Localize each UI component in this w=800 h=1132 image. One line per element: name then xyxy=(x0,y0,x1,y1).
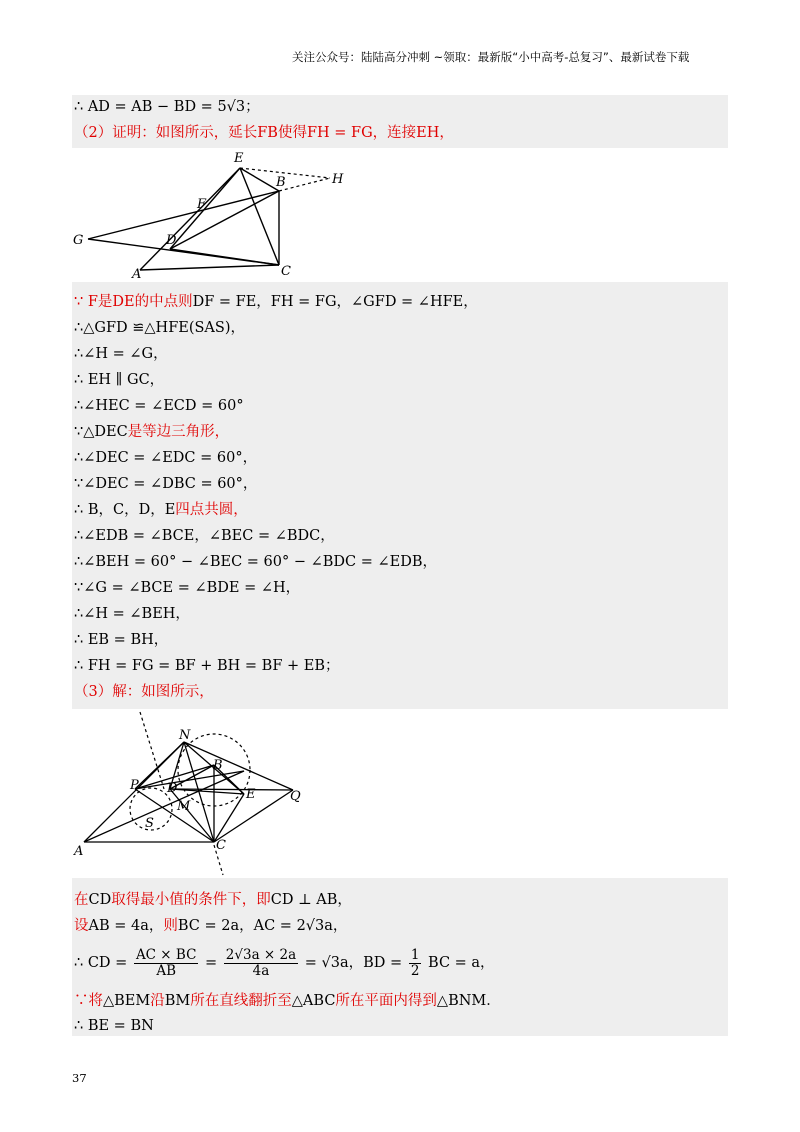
point-label-c: C xyxy=(281,264,291,279)
solution-line: 设AB = 4a，则BC = 2a，AC = 2√3a， xyxy=(74,918,348,934)
fraction-numeric: $\frac{2√3a \times 2a}{4a}$ xyxy=(225,946,297,979)
solution-line: ∴∠BEH = 60° − ∠BEC = 60° − ∠BDC = ∠EDB， xyxy=(74,554,438,570)
point-label-d: D xyxy=(166,233,177,248)
point-label-q: Q xyxy=(290,789,301,804)
geometry-figure-2 xyxy=(72,709,303,878)
solution-line: ∴∠DEC = ∠EDC = 60°， xyxy=(74,450,258,466)
solution-line: ∴ FH = FG = BF + BH = BF + EB； xyxy=(74,658,340,674)
point-label-b: B xyxy=(276,175,286,190)
solution-line: 在CD取得最小值的条件下，即CD ⊥ AB， xyxy=(74,892,352,908)
point-label-d: D xyxy=(167,781,178,796)
fraction-ac-bc-over-ab: $\frac{AC \times BC}{AB}$ xyxy=(135,946,197,979)
point-label-s: S xyxy=(145,816,154,831)
page-number: 37 xyxy=(72,1071,87,1085)
solution-line: （3）解：如图所示， xyxy=(74,684,214,700)
solution-background-middle xyxy=(72,282,728,709)
solution-line: ∵将△BEM沿BM所在直线翻折至△ABC所在平面内得到△BNM． xyxy=(74,993,501,1009)
geometry-figure-1 xyxy=(72,148,347,281)
page-header: 关注公众号：陆陆高分冲刺 ~领取：最新版“小中高考-总复习”、最新试卷下载 xyxy=(292,50,690,64)
point-label-f: F xyxy=(197,197,207,212)
point-label-e: E xyxy=(246,787,256,802)
solution-line: ∴∠H = ∠G， xyxy=(74,346,168,362)
solution-line: ∴∠EDB = ∠BCE，∠BEC = ∠BDC， xyxy=(74,528,335,544)
point-label-e: E xyxy=(234,151,244,166)
point-label-a: A xyxy=(132,267,142,281)
point-label-a: A xyxy=(74,844,84,859)
point-label-p: P xyxy=(130,778,139,793)
solution-line: ∴ EB = BH， xyxy=(74,632,169,648)
point-label-h: H xyxy=(332,172,344,187)
point-label-n: N xyxy=(179,728,191,743)
solution-line: ∴ AD = AB − BD = 5√3； xyxy=(74,99,260,115)
solution-line: ∴∠H = ∠BEH， xyxy=(74,606,190,622)
solution-line: ∵∠G = ∠BCE = ∠BDE = ∠H， xyxy=(74,580,301,596)
solution-line: ∴ BE = BN xyxy=(74,1018,154,1034)
point-label-m: M xyxy=(177,799,191,814)
solution-line: ∴ EH ∥ GC， xyxy=(74,372,165,388)
solution-line: ∵ F是DE的中点则DF = FE，FH = FG，∠GFD = ∠HFE， xyxy=(74,294,478,310)
fraction-one-half: $\frac{1}{2}$ xyxy=(410,946,420,979)
solution-line: ∵∠DEC = ∠DBC = 60°， xyxy=(74,476,258,492)
solution-line: ∴ B，C，D，E四点共圆， xyxy=(74,502,248,518)
point-label-b: B xyxy=(213,758,223,773)
point-label-g: G xyxy=(73,233,84,248)
point-label-c: C xyxy=(216,838,226,853)
solution-line: ∵△DEC是等边三角形， xyxy=(74,424,230,440)
solution-line: （2）证明：如图所示，延长FB使得FH = FG，连接EH， xyxy=(74,125,454,141)
solution-line: ∴∠HEC = ∠ECD = 60° xyxy=(74,398,244,414)
solution-line: ∴△GFD ≌△HFE(SAS)， xyxy=(74,320,245,336)
cd-computation-line: ∴ CD = $\frac{AC \times BC}{AB}$ = $\frac{2√3a \times 2a}{4a}$ = √3a，BD = $\frac{1}{2}$ BC = a， xyxy=(74,946,495,979)
